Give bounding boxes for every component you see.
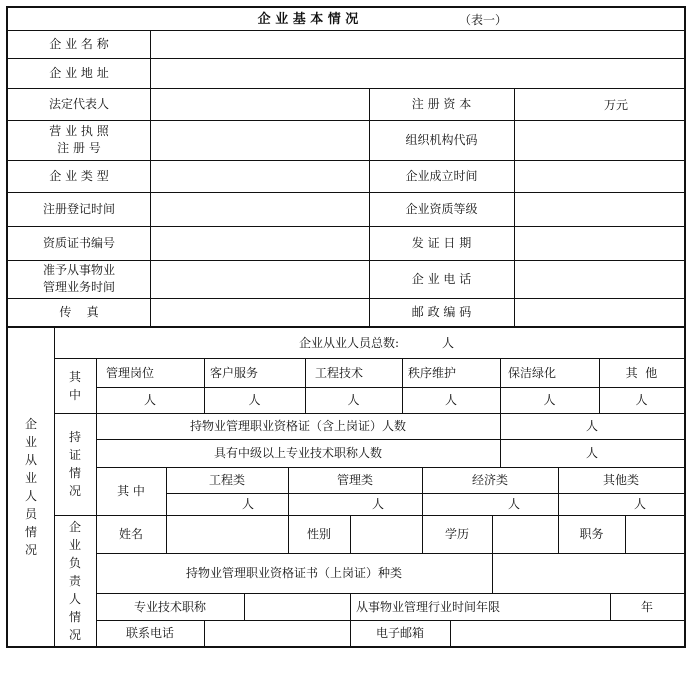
count-title-engineering[interactable] — [166, 493, 288, 515]
count-cleaning-greening[interactable] — [500, 387, 599, 413]
person-unit: 人 — [143, 393, 156, 407]
category-other: 其 他 — [625, 365, 658, 380]
category-management: 管理岗位 — [106, 365, 155, 380]
cert-holders-label: 持物业管理职业资格证（含上岗证）人数 — [189, 419, 406, 433]
total-staff-field[interactable] — [414, 329, 438, 358]
leader-name-label: 姓名 — [118, 527, 143, 541]
approved-time-label: 准予从事物业 管理业务时间 — [42, 263, 115, 294]
cert-side-label: 持证情况 — [68, 430, 81, 498]
title-type-engineering: 工程类 — [208, 473, 245, 487]
issue-date-field[interactable] — [515, 227, 684, 260]
leader-position-label: 职务 — [579, 527, 604, 541]
category-cleaning-greening: 保洁绿化 — [508, 365, 557, 380]
qual-grade-label: 企业资质等级 — [405, 202, 478, 216]
year-unit: 年 — [640, 599, 653, 614]
person-unit: 人 — [585, 419, 598, 433]
leader-education-field[interactable] — [493, 516, 558, 553]
license-no-label: 营 业 执 照 注 册 号 — [49, 124, 109, 155]
staff-side-label-cell — [8, 328, 54, 646]
count-title-other[interactable] — [558, 493, 684, 515]
reg-capital-field[interactable] — [515, 89, 684, 120]
leader-side-label: 企业负责人情况 — [68, 519, 81, 642]
founded-time-label: 企业成立时间 — [405, 169, 478, 183]
company-name-field[interactable] — [151, 31, 684, 58]
person-unit: 人 — [444, 393, 457, 407]
among-label: 其中 — [68, 369, 81, 402]
contact-phone-field[interactable] — [205, 621, 350, 646]
person-unit: 人 — [241, 497, 254, 511]
reg-capital-unit: 万元 — [603, 97, 628, 112]
fax-label: 传 真 — [59, 305, 99, 319]
email-field[interactable] — [451, 621, 684, 646]
company-address-field[interactable] — [151, 59, 684, 88]
qual-grade-field[interactable] — [515, 193, 684, 226]
leader-gender-label: 性别 — [306, 527, 331, 541]
form-title: 企 业 基 本 情 况 — [257, 12, 359, 27]
leader-name-field[interactable] — [167, 516, 288, 553]
staff-side-label: 企业从业人员情况 — [24, 417, 37, 557]
category-customer-service: 客户服务 — [210, 365, 259, 380]
reg-capital-label: 注 册 资 本 — [411, 97, 472, 111]
company-type-label: 企 业 类 型 — [49, 169, 109, 183]
reg-time-label: 注册登记时间 — [42, 202, 115, 216]
license-no-field[interactable] — [151, 121, 369, 160]
leader-gender-field[interactable] — [351, 516, 422, 553]
leader-cert-field[interactable] — [493, 554, 684, 593]
phone-label: 企 业 电 话 — [411, 272, 472, 286]
person-unit: 人 — [633, 497, 646, 511]
reg-time-field[interactable] — [151, 193, 369, 226]
among-label-cell — [54, 358, 96, 413]
cert-holders-count[interactable] — [500, 413, 684, 439]
among-label-2: 其 中 — [117, 484, 145, 498]
qual-cert-no-field[interactable] — [151, 227, 369, 260]
leader-position-field[interactable] — [626, 516, 684, 553]
org-code-label: 组织机构代码 — [405, 133, 478, 147]
leader-side-label-cell — [54, 515, 96, 646]
title-type-management: 管理类 — [336, 473, 373, 487]
tech-title-field[interactable] — [245, 594, 350, 620]
count-other[interactable] — [599, 387, 684, 413]
count-title-management[interactable] — [288, 493, 422, 515]
company-type-field[interactable] — [151, 161, 369, 192]
person-unit: 人 — [543, 393, 556, 407]
enterprise-info-form — [6, 6, 686, 648]
mid-title-holders-count[interactable] — [500, 439, 684, 467]
leader-cert-label: 持物业管理职业资格证书（上岗证）种类 — [185, 566, 402, 580]
table-number: （表一） — [458, 13, 507, 27]
tech-title-label: 专业技术职称 — [133, 599, 206, 614]
person-unit: 人 — [347, 393, 360, 407]
legal-rep-label: 法定代表人 — [48, 97, 109, 111]
founded-time-field[interactable] — [515, 161, 684, 192]
title-type-other: 其他类 — [602, 473, 639, 487]
category-engineering: 工程技术 — [315, 365, 364, 380]
person-unit: 人 — [635, 393, 648, 407]
person-unit: 人 — [585, 446, 598, 460]
approved-time-field[interactable] — [151, 261, 369, 298]
category-order-maintenance: 秩序维护 — [408, 365, 457, 380]
count-customer-service[interactable] — [204, 387, 305, 413]
postcode-field[interactable] — [515, 299, 684, 326]
count-engineering[interactable] — [305, 387, 402, 413]
count-title-economics[interactable] — [422, 493, 558, 515]
qual-cert-no-label: 资质证书编号 — [42, 236, 115, 250]
contact-phone-label: 联系电话 — [125, 626, 174, 640]
fax-field[interactable] — [151, 299, 369, 326]
postcode-label: 邮 政 编 码 — [411, 305, 472, 319]
total-staff-label: 企业从业人员总数: — [298, 336, 400, 350]
phone-field[interactable] — [515, 261, 684, 298]
cert-side-label-cell — [54, 413, 96, 515]
count-management[interactable] — [96, 387, 204, 413]
count-order-maintenance[interactable] — [402, 387, 500, 413]
company-name-label: 企 业 名 称 — [49, 37, 109, 51]
leader-education-label: 学历 — [444, 527, 469, 541]
total-staff-unit: 人 — [441, 336, 454, 350]
person-unit: 人 — [371, 497, 384, 511]
title-type-economics: 经济类 — [471, 473, 508, 487]
email-label: 电子邮箱 — [375, 626, 424, 640]
person-unit: 人 — [507, 497, 520, 511]
years-in-industry-field[interactable] — [530, 594, 610, 620]
company-address-label: 企 业 地 址 — [49, 66, 109, 80]
legal-rep-field[interactable] — [151, 89, 369, 120]
person-unit: 人 — [248, 393, 261, 407]
years-in-industry-label: 从事物业管理行业时间年限 — [356, 599, 501, 614]
issue-date-label: 发 证 日 期 — [411, 236, 472, 250]
org-code-field[interactable] — [515, 121, 684, 160]
mid-title-holders-label: 具有中级以上专业技术职称人数 — [213, 446, 382, 460]
